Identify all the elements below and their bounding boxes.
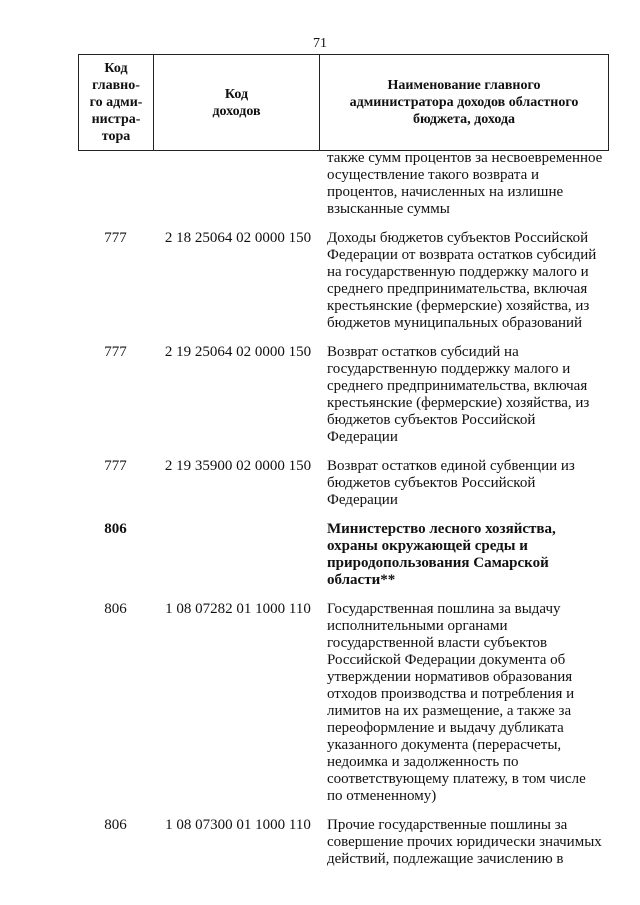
income-code-cell: 2 19 25064 02 0000 150 [164,344,312,360]
admin-code-cell: 777 [104,344,127,360]
name-cell [327,344,605,446]
row-gap [0,446,640,458]
table-row [0,150,640,218]
name-line: лимитов на их размещение, а также за [327,703,572,719]
name-line: области** [327,572,396,588]
name-line: переоформление и выдачу дубликата [327,720,564,736]
name-line: Федерации [327,429,398,445]
admin-code-cell: 806 [104,601,127,617]
name-cell [327,521,605,589]
name-line: недоимка и задолженность по [327,754,519,770]
name-line: Министерство лесного хозяйства, [327,521,556,537]
admin-code-cell: 806 [104,817,127,833]
name-cell [327,230,605,332]
admin-code-cell: 777 [104,458,127,474]
row-gap [0,332,640,344]
income-code-cell: 2 18 25064 02 0000 150 [164,230,312,246]
header-admin-code-label: Код главно- го адми- нистра- тора [89,61,143,144]
name-line: государственной власти субъектов [327,635,548,651]
name-line: Доходы бюджетов субъектов Российской [327,230,589,246]
header-income-code-label: Код доходов [212,86,261,119]
row-gap [0,218,640,230]
admin-code-cell: 777 [104,230,127,246]
table-row [0,344,640,446]
name-line: соответствующему платежу, в том числе [327,771,586,787]
name-line: Государственная пошлина за выдачу [327,601,561,617]
name-cell [327,817,605,868]
name-line: крестьянские (фермерские) хозяйства, из [327,395,590,411]
name-line: государственную поддержку малого и [327,361,571,377]
name-line: отходов производства и потребления и [327,686,575,702]
name-line: также сумм процентов за несвоевременное [327,150,603,166]
name-line: природопользования Самарской [327,555,549,571]
name-line: процентов, начисленных на излишне [327,184,564,200]
name-line: взысканные суммы [327,201,450,217]
name-line: Возврат остатков единой субвенции из [327,458,575,474]
name-line: утверждении нормативов образования [327,669,573,685]
header-admin-code [79,55,154,151]
row-gap [0,805,640,817]
name-line: среднего предпринимательства, включая [327,378,588,394]
name-line: на государственную поддержку малого и [327,264,589,280]
page-number: 71 [313,36,327,51]
name-line: Возврат остатков субсидий на [327,344,519,360]
name-cell [327,150,605,218]
table-row [0,458,640,509]
name-line: Федерации [327,492,398,508]
name-line: среднего предпринимательства, включая [327,281,588,297]
name-cell [327,601,605,805]
admin-code-cell: 806 [104,521,127,537]
table-row [0,230,640,332]
name-line: Прочие государственные пошлины за [327,817,568,833]
name-line: осуществление такого возврата и [327,167,539,183]
name-line: совершение прочих юридически значимых [327,834,602,850]
name-line: Федерации от возврата остатков субсидий [327,247,597,263]
income-code-cell: 2 19 35900 02 0000 150 [164,458,312,474]
name-line: бюджетов субъектов Российской [327,475,536,491]
name-line: Российской Федерации документа об [327,652,566,668]
name-cell [327,458,605,509]
header-income-code [154,55,320,151]
table-row [0,521,640,589]
row-gap [0,589,640,601]
name-line: охраны окружающей среды и [327,538,528,554]
name-line: по отмененному) [327,788,437,804]
row-gap [0,509,640,521]
header-name [320,55,609,151]
income-code-cell: 1 08 07300 01 1000 110 [165,817,311,833]
name-line: крестьянские (фермерские) хозяйства, из [327,298,590,314]
income-code-cell: 1 08 07282 01 1000 110 [165,601,311,617]
table-row [0,601,640,805]
header-name-label: Наименование главного администратора доходов областного бюджета, дохода [349,78,579,127]
name-line: исполнительными органами [327,618,508,634]
name-line: бюджетов муниципальных образований [327,315,583,331]
table-header [78,54,609,151]
name-line: указанного документа (перерасчеты, [327,737,562,753]
table-body [0,150,640,868]
name-line: действий, подлежащие зачислению в [327,851,564,867]
table-row [0,817,640,868]
name-line: бюджетов субъектов Российской [327,412,536,428]
